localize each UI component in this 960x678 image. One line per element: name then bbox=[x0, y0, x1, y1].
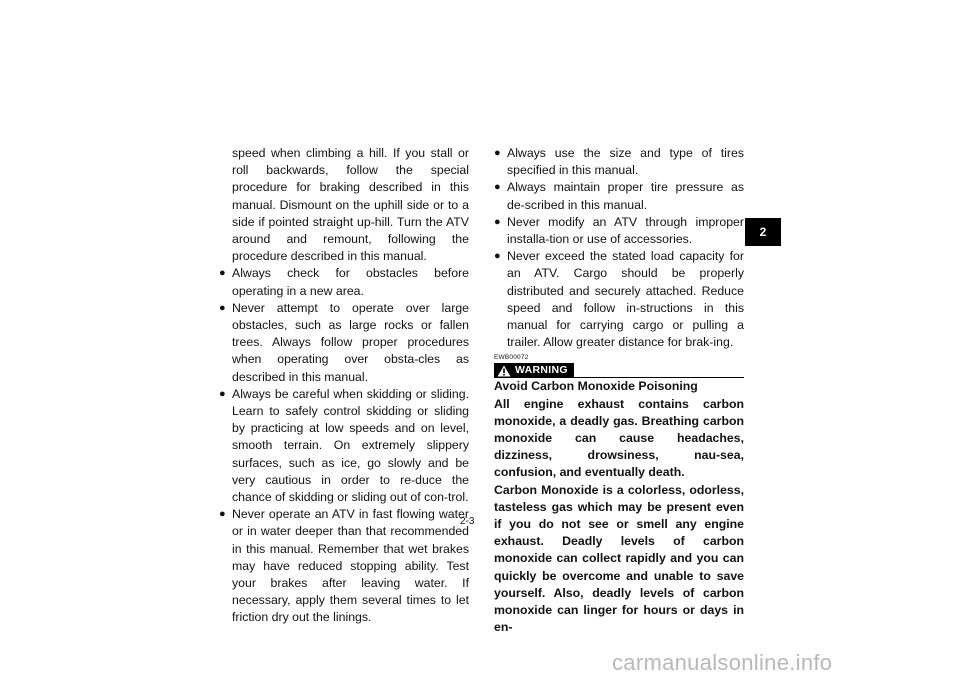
list-item-text: Never modify an ATV through improper installa-tion or use of accessories. bbox=[507, 214, 744, 247]
list-item bbox=[219, 386, 469, 506]
list-item bbox=[494, 214, 744, 248]
bullet-icon: ● bbox=[494, 181, 501, 194]
intro-paragraph: speed when climbing a hill. If you stall or roll backwards, follow the special procedure for braking described in this manual. Dismount on the uphill side or to a side if pointed straight up-hill. Turn the ATV around and remount, following the procedure described in this manual. bbox=[232, 146, 469, 264]
bullet-icon: ● bbox=[494, 250, 501, 263]
page-number: 2-3 bbox=[460, 516, 475, 527]
warning-label: WARNING bbox=[515, 364, 568, 377]
warning-triangle-icon bbox=[497, 365, 511, 377]
bullet-icon: ● bbox=[219, 508, 226, 521]
list-item bbox=[219, 506, 469, 626]
watermark: carmanualsonline.info bbox=[612, 650, 833, 675]
list-item bbox=[219, 300, 469, 386]
warning-title: Avoid Carbon Monoxide Poisoning bbox=[494, 379, 698, 394]
list-item bbox=[219, 265, 469, 299]
warning-badge bbox=[494, 363, 574, 378]
bullet-icon: ● bbox=[219, 387, 226, 400]
left-column bbox=[219, 145, 469, 627]
list-item-text: Never attempt to operate over large obstacles, such as large rocks or fallen trees. Always follow proper procedures when operating over obsta-cles as described in this manual. bbox=[232, 300, 469, 384]
list-item-text: Never operate an ATV in fast flowing water or in water deeper than that recommended in this manual. Remember that wet brakes may have reduced stopping ability. Test your brakes after leaving water. If necessary, apply them several times to let friction dry out the linings. bbox=[232, 507, 469, 625]
bullet-icon: ● bbox=[494, 147, 501, 159]
list-item-text: Always check for obstacles before operating in a new area. bbox=[232, 266, 469, 298]
warning-code: EWB00072 bbox=[494, 354, 529, 362]
warning-header bbox=[494, 362, 744, 378]
list-item bbox=[494, 145, 744, 179]
bullet-icon: ● bbox=[494, 215, 501, 228]
bullet-icon: ● bbox=[219, 267, 226, 280]
bullet-icon: ● bbox=[219, 301, 226, 314]
list-item-text: Always be careful when skidding or sliding. Learn to safely control skidding or sliding by practicing at low speeds and on level, smooth terrain. On extremely slippery surfaces, such as ice, go slowly and be very cautious in order to re-duce the chance of skidding or sliding out of con-trol. bbox=[232, 386, 469, 505]
right-column bbox=[494, 145, 744, 636]
list-item bbox=[494, 248, 744, 351]
list-item bbox=[494, 179, 744, 213]
list-item-text: Never exceed the stated load capacity for an ATV. Cargo should be properly distributed and securely attached. Reduce speed and follow in-structions in this manual for carrying cargo or pulling a trailer. Allow greater distance for brak-ing. bbox=[507, 249, 744, 350]
section-tab: 2 bbox=[745, 218, 781, 246]
list-item-text: Always use the size and type of tires specified in this manual. bbox=[507, 146, 744, 178]
warning-paragraph: All engine exhaust contains carbon monoxide, a deadly gas. Breathing carbon monoxide can cause headaches, dizziness, drowsiness, nau-sea, confusion, and eventually death. bbox=[494, 396, 744, 480]
warning-paragraph: Carbon Monoxide is a colorless, odorless, tasteless gas which may be present even if you do not see or smell any engine exhaust. Deadly levels of carbon monoxide can collect rapidly and you can quickly be overcome and unable to save yourself. Also, deadly levels of carbon monoxide can linger for hours or days in en- bbox=[494, 482, 744, 635]
list-item-text: Always maintain proper tire pressure as de-scribed in this manual. bbox=[507, 180, 744, 212]
